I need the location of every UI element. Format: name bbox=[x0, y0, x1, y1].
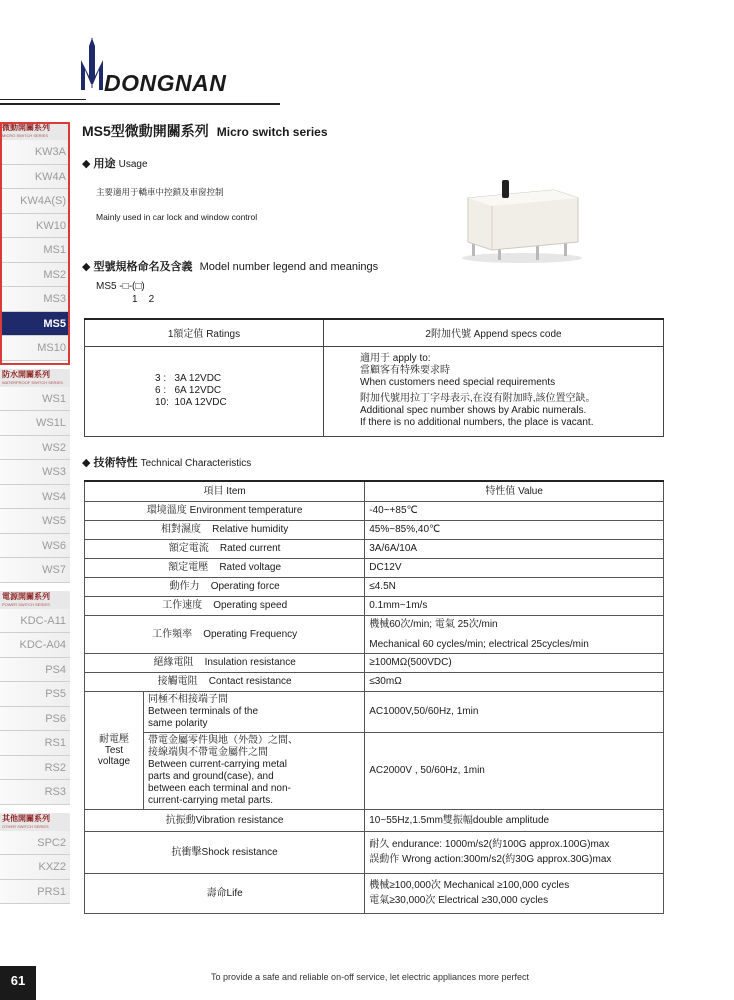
tech-row-value: ≤30mΩ bbox=[365, 673, 664, 692]
sidebar-group-title: 防水開關系列 WATERPROOF SWITCH SERIES bbox=[0, 369, 70, 387]
sidebar-item-ws1l[interactable]: WS1L bbox=[0, 411, 70, 436]
sidebar-group-subtitle: OTHER SWITCH SERIES bbox=[2, 823, 49, 829]
tech-row-label: 動作力 Operating force bbox=[85, 578, 365, 597]
page-number: 61 bbox=[0, 966, 36, 1000]
sidebar-item-spc2[interactable]: SPC2 bbox=[0, 831, 70, 856]
header-rule-left bbox=[0, 99, 86, 100]
vibration-label: 抗振動Vibration resistance bbox=[85, 810, 365, 832]
ratings-header: 1額定值 Ratings bbox=[85, 319, 324, 346]
sidebar-group-subtitle: POWER SWITCH SERIES bbox=[2, 601, 50, 607]
sidebar-item-rs1[interactable]: RS1 bbox=[0, 731, 70, 756]
life-label: 壽命Life bbox=[85, 874, 365, 914]
append-line: 當顧客有特殊要求時 bbox=[360, 365, 450, 376]
sidebar-separator bbox=[0, 583, 70, 591]
sidebar-separator bbox=[0, 805, 70, 813]
product-image bbox=[458, 162, 586, 266]
sidebar-group-title: 微動開關系列 MICRO SWITCH SERIES bbox=[0, 122, 70, 140]
sidebar-item-prs1[interactable]: PRS1 bbox=[0, 880, 70, 905]
tech-row-label: 接觸電阻 Contact resistance bbox=[85, 673, 365, 692]
rating-line: 6 : 6A 12VDC bbox=[155, 385, 222, 396]
life-line: 機械≥100,000次 Mechanical ≥100,000 cycles bbox=[369, 880, 570, 891]
tech-row-value: DC12V bbox=[365, 559, 664, 578]
test-voltage-val2: AC2000V , 50/60Hz, 1min bbox=[365, 733, 664, 810]
tech-row-label: 額定電壓 Rated voltage bbox=[85, 559, 365, 578]
sidebar-separator bbox=[0, 361, 70, 369]
sidebar-group-title: 其他開關系列 OTHER SWITCH SERIES bbox=[0, 813, 70, 831]
shock-line: 誤動作 Wrong action:300m/s2(約30G approx.30G)max bbox=[369, 854, 612, 865]
page-title bbox=[82, 121, 328, 141]
sidebar-item-ws3[interactable]: WS3 bbox=[0, 460, 70, 485]
append-line: If there is no additional numbers, the place is vacant. bbox=[360, 417, 594, 428]
title-en: Micro switch series bbox=[216, 125, 328, 139]
tech-row-label: 額定電流 Rated current bbox=[85, 540, 365, 559]
sidebar-group-title: 電源開關系列 POWER SWITCH SERIES bbox=[0, 591, 70, 609]
usage-heading-en: Usage bbox=[118, 159, 148, 170]
sidebar-item-ws2[interactable]: WS2 bbox=[0, 436, 70, 461]
tech-row-label: 相對濕度 Relative humidity bbox=[85, 521, 365, 540]
tech-table bbox=[84, 480, 664, 914]
sidebar-group-subtitle: WATERPROOF SWITCH SERIES bbox=[2, 379, 63, 385]
sidebar bbox=[0, 122, 70, 904]
sidebar-item-kw10[interactable]: KW10 bbox=[0, 214, 70, 239]
sidebar-item-ws6[interactable]: WS6 bbox=[0, 534, 70, 559]
sidebar-item-ws1[interactable]: WS1 bbox=[0, 387, 70, 412]
diamond-icon: ◆ bbox=[82, 158, 91, 170]
append-line: Additional spec number shows by Arabic numerals. bbox=[360, 405, 587, 416]
sidebar-item-ps6[interactable]: PS6 bbox=[0, 707, 70, 732]
tech-col-value: 特性值 Value bbox=[365, 481, 664, 502]
tech-row-value: 0.1mm~1m/s bbox=[365, 597, 664, 616]
sidebar-item-kxz2[interactable]: KXZ2 bbox=[0, 855, 70, 880]
tech-row-label: 環境溫度 Environment temperature bbox=[85, 502, 365, 521]
sidebar-item-rs2[interactable]: RS2 bbox=[0, 756, 70, 781]
sidebar-item-ws4[interactable]: WS4 bbox=[0, 485, 70, 510]
vibration-value: 10~55Hz,1.5mm雙振幅double amplitude bbox=[365, 810, 664, 832]
tech-row-value: ≥100MΩ(500VDC) bbox=[365, 654, 664, 673]
logo bbox=[78, 36, 106, 92]
diamond-icon: ◆ bbox=[82, 261, 91, 273]
append-line: 適用于 apply to: bbox=[360, 353, 431, 364]
shock-line: 耐久 endurance: 1000m/s2(約100G approx.100G)max bbox=[369, 839, 610, 850]
sidebar-item-kdc-a04[interactable]: KDC-A04 bbox=[0, 633, 70, 658]
ratings-table bbox=[84, 318, 664, 437]
sidebar-item-ps4[interactable]: PS4 bbox=[0, 658, 70, 683]
tech-heading bbox=[82, 454, 251, 470]
diamond-icon: ◆ bbox=[82, 457, 91, 469]
append-cell bbox=[324, 346, 664, 436]
shock-value bbox=[365, 832, 664, 874]
tech-heading-en: Technical Characteristics bbox=[140, 458, 252, 469]
sidebar-item-ms2[interactable]: MS2 bbox=[0, 263, 70, 288]
tech-row-label: 工作頻率 Operating Frequency bbox=[85, 616, 365, 654]
tech-heading-cn: 技術特性 bbox=[93, 457, 138, 469]
ratings-cell bbox=[85, 346, 324, 436]
sidebar-item-ps5[interactable]: PS5 bbox=[0, 682, 70, 707]
tech-row-value bbox=[365, 616, 664, 654]
model-positions: 1 2 bbox=[132, 294, 155, 305]
usage-text-en: Mainly used in car lock and window control bbox=[96, 212, 258, 222]
model-heading-cn: 型號規格命名及含義 bbox=[93, 261, 193, 273]
title-cn: MS5型微動開關系列 bbox=[82, 123, 209, 139]
sidebar-item-ms10[interactable]: MS10 bbox=[0, 336, 70, 361]
footer-slogan: To provide a safe and reliable on-off service, let electric appliances more perfect bbox=[210, 972, 529, 982]
sidebar-item-ms1[interactable]: MS1 bbox=[0, 238, 70, 263]
sidebar-item-ws7[interactable]: WS7 bbox=[0, 558, 70, 583]
tech-row-label: 工作速度 Operating speed bbox=[85, 597, 365, 616]
model-code: MS5 -□-(□) bbox=[96, 281, 145, 292]
life-value bbox=[365, 874, 664, 914]
append-line: 附加代號用拉丁字母表示,在沒有附加時,該位置空缺。 bbox=[360, 393, 596, 404]
life-line: 電氣≥30,000次 Electrical ≥30,000 cycles bbox=[369, 895, 549, 906]
append-line: When customers need special requirements bbox=[360, 377, 556, 388]
usage-text-cn: 主要適用于轎車中控鎖及車窗控制 bbox=[96, 187, 224, 197]
sidebar-item-ms5[interactable]: MS5 bbox=[0, 312, 70, 337]
test-voltage-val1: AC1000V,50/60Hz, 1min bbox=[365, 692, 664, 733]
test-voltage-sub2: 帶電金屬零件與地（外殼）之間、 接線端與不帶電金屬件之間 Between current-carrying metal parts and ground(case), and between each terminal and non- current-carrying metal parts. bbox=[144, 733, 365, 810]
tech-row-value: 3A/6A/10A bbox=[365, 540, 664, 559]
sidebar-item-ms3[interactable]: MS3 bbox=[0, 287, 70, 312]
test-voltage-sub1: 同極不相接端子間 Between terminals of the same polarity bbox=[144, 692, 365, 733]
tech-row-value: ≤4.5N bbox=[365, 578, 664, 597]
logo-mark-icon bbox=[78, 36, 106, 92]
tech-col-item: 項目 Item bbox=[85, 481, 365, 502]
model-heading-en: Model number legend and meanings bbox=[199, 261, 379, 273]
frequency-line: 機械60次/min; 電氣 25次/min bbox=[369, 618, 498, 630]
test-voltage-label: 耐電壓 Test voltage bbox=[85, 692, 144, 810]
model-heading bbox=[82, 258, 378, 274]
sidebar-item-kw3a[interactable]: KW3A bbox=[0, 140, 70, 165]
sidebar-item-rs3[interactable]: RS3 bbox=[0, 780, 70, 805]
sidebar-item-kdc-a11[interactable]: KDC-A11 bbox=[0, 609, 70, 634]
header-rule bbox=[0, 103, 280, 105]
rating-line: 10: 10A 12VDC bbox=[155, 397, 227, 408]
tech-row-value: -40~+85℃ bbox=[365, 502, 664, 521]
tech-row-value: 45%~85%,40℃ bbox=[365, 521, 664, 540]
usage-heading-cn: 用途 bbox=[93, 158, 116, 170]
sidebar-group-subtitle: MICRO SWITCH SERIES bbox=[2, 133, 49, 138]
sidebar-item-kw4a[interactable]: KW4A bbox=[0, 165, 70, 190]
sidebar-item-ws5[interactable]: WS5 bbox=[0, 509, 70, 534]
usage-heading bbox=[82, 155, 148, 171]
frequency-line: Mechanical 60 cycles/min; electrical 25cycles/min bbox=[369, 638, 589, 650]
append-header: 2附加代號 Append specs code bbox=[324, 319, 664, 346]
brand-name: DONGNAN bbox=[104, 70, 227, 96]
sidebar-item-kw4a-s-[interactable]: KW4A(S) bbox=[0, 189, 70, 214]
rating-line: 3 : 3A 12VDC bbox=[155, 373, 222, 384]
shock-label: 抗衝擊Shock resistance bbox=[85, 832, 365, 874]
tech-row-label: 絕緣電阻 Insulation resistance bbox=[85, 654, 365, 673]
